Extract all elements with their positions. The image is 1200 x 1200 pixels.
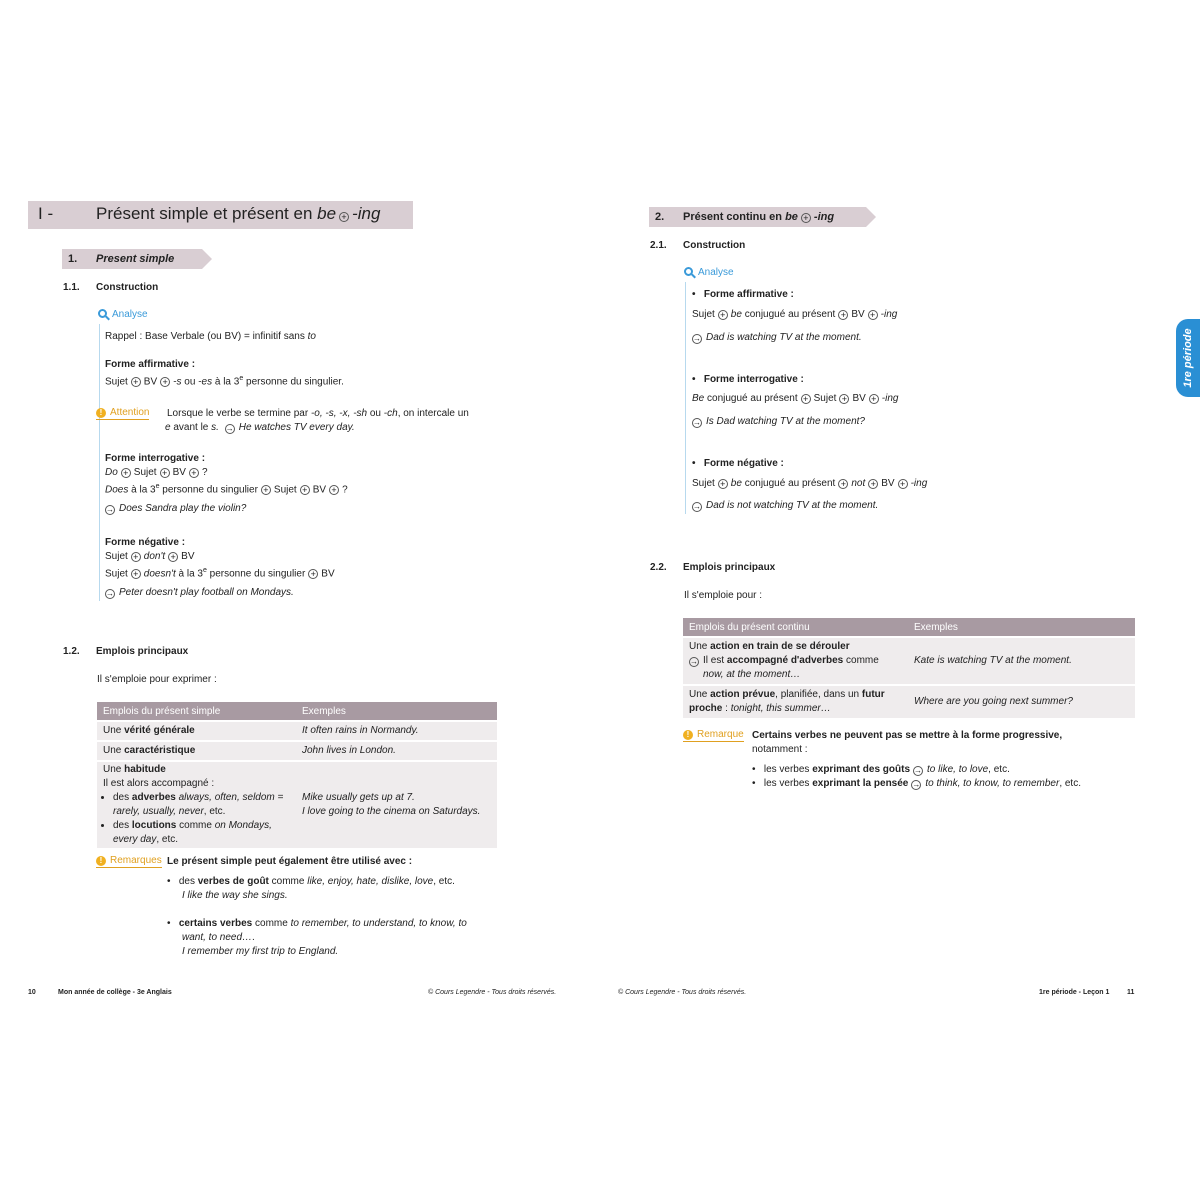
remarque-1: • les verbes exprimant des goûts → to like, to love, etc.: [752, 764, 1010, 775]
remarque-2-cont: want, to need….: [182, 932, 255, 943]
attention-text-2: e avant le s. → He watches TV every day.: [165, 422, 355, 433]
habit-list: [103, 791, 290, 847]
footer-lesson: 1re période - Leçon 1: [1039, 989, 1110, 996]
int-rule-1: Do + Sujet + BV + ?: [105, 467, 208, 478]
int-example: → Is Dad watching TV at the moment?: [693, 416, 865, 427]
heading-1-2: Emplois principaux: [96, 646, 189, 657]
arrow-icon: →: [106, 589, 114, 598]
subsection-banner-1: 1. Present simple: [62, 249, 202, 269]
table-header: Exemples: [908, 618, 1135, 636]
table-cell: Une action prévue, planifiée, dans un futur proche : tonight, this summer…: [683, 686, 908, 718]
remarque-title: Certains verbes ne peuvent pas se mettre à la forme progressive,: [752, 730, 1063, 741]
remarques-label: ! Remarques: [96, 855, 162, 868]
plus-icon: +: [868, 310, 878, 320]
remarque-label: ! Remarque: [683, 729, 744, 742]
periode-tab: 1re période: [1176, 319, 1200, 397]
emplois-intro: Il s'emploie pour exprimer :: [97, 674, 217, 685]
plus-icon: +: [160, 468, 170, 478]
plus-icon: +: [839, 394, 849, 404]
plus-icon: +: [189, 468, 199, 478]
plus-icon: +: [329, 485, 339, 495]
analyse-rule: [99, 324, 100, 601]
table-cell: Une caractéristique: [97, 742, 296, 760]
arrow-icon: →: [690, 657, 698, 666]
aff-example: → Dad is watching TV at the moment.: [693, 332, 862, 343]
plus-icon: +: [869, 394, 879, 404]
int-rule: Be conjugué au présent + Sujet + BV + -ing: [692, 393, 899, 404]
section-title: Présent simple et présent en be + -ing: [96, 204, 381, 223]
remarque-1: • des verbes de goût comme like, enjoy, hate, dislike, love, etc.: [167, 876, 455, 887]
table-cell: Kate is watching TV at the moment.: [908, 638, 1135, 684]
exclamation-icon: !: [96, 408, 106, 418]
heading-1-1: Construction: [96, 282, 159, 293]
plus-icon: +: [131, 552, 141, 562]
table-cell: Where are you going next summer?: [908, 686, 1135, 718]
plus-icon: +: [868, 479, 878, 489]
arrow-icon: →: [225, 424, 234, 433]
neg-example: → Peter doesn't play football on Mondays.: [106, 587, 294, 598]
table-header-row: [97, 702, 497, 720]
table-cell: Une habitude Il est alors accompagné : • des adverbes always, often, seldom = rarely, usually, never, etc. • des locutions comme on Mondays, every day, etc.: [97, 762, 296, 848]
footer-copyright-right: © Cours Legendre - Tous droits réservés.: [618, 989, 747, 996]
magnifier-icon: [684, 267, 693, 276]
table-row: [683, 686, 1135, 718]
analyse-label: Analyse: [98, 309, 148, 320]
table-cell: It often rains in Normandy.: [296, 722, 497, 740]
plus-icon: +: [838, 310, 848, 320]
emplois-intro: Il s'emploie pour :: [684, 590, 763, 601]
arrow-icon: →: [106, 505, 114, 514]
rappel: Rappel : Base Verbale (ou BV) = infinitif sans to: [105, 331, 316, 342]
heading-2-2: Emplois principaux: [683, 562, 776, 573]
plus-icon: +: [801, 213, 811, 223]
plus-icon: +: [718, 479, 728, 489]
neg-title: • Forme négative :: [692, 458, 784, 469]
neg-rule: Sujet + be conjugué au présent + not + BV + -ing: [692, 478, 928, 489]
plus-icon: +: [718, 310, 728, 320]
arrow-icon: →: [693, 418, 701, 427]
heading-2-2-num: 2.2.: [650, 562, 667, 573]
heading-1-2-num: 1.2.: [63, 646, 80, 657]
neg-rule-1: Sujet + don't + BV: [105, 551, 195, 562]
table-cell: John lives in London.: [296, 742, 497, 760]
aff-rule: Sujet + be conjugué au présent + BV + -ing: [692, 309, 898, 320]
attention-text-1: Lorsque le verbe se termine par -o, -s, -x, -sh ou -ch, on intercale un: [167, 408, 469, 419]
plus-icon: +: [261, 485, 271, 495]
table-row: [97, 722, 497, 740]
section-number: I -: [38, 204, 54, 223]
list-item: • des locutions comme on Mondays, every day, etc.: [113, 819, 290, 847]
aff-title: • Forme affirmative :: [692, 289, 794, 300]
remarque-2-example: I remember my first trip to England.: [182, 946, 339, 957]
plus-icon: +: [308, 569, 318, 579]
table-row: [97, 762, 497, 848]
analyse-label: Analyse: [684, 267, 734, 278]
int-title: • Forme interrogative :: [692, 374, 804, 385]
table-header-row: [683, 618, 1135, 636]
table-cell: Une action en train de se dérouler → Il est accompagné d'adverbes comme now, at the moment…: [683, 638, 908, 684]
subsection-banner-2: 2. Présent continu en be + -ing: [649, 207, 866, 227]
attention-label: ! Attention: [96, 407, 149, 420]
int-example: → Does Sandra play the violin?: [106, 503, 247, 514]
plus-icon: +: [131, 569, 141, 579]
arrow-icon: →: [693, 502, 701, 511]
plus-icon: +: [300, 485, 310, 495]
plus-icon: +: [838, 479, 848, 489]
table-row: [97, 742, 497, 760]
remarque-title-cont: notamment :: [752, 744, 808, 755]
plus-icon: +: [801, 394, 811, 404]
exclamation-icon: !: [683, 730, 693, 740]
table-cell: Mike usually gets up at 7. I love going to the cinema on Saturdays.: [296, 762, 497, 848]
int-rule-2: Does à la 3e personne du singulier + Sujet + BV + ?: [105, 483, 348, 496]
emplois-table-continu: [683, 616, 1135, 720]
table-header: Exemples: [296, 702, 497, 720]
page-number-right: 11: [1127, 989, 1135, 996]
heading-2-1: Construction: [683, 240, 746, 251]
plus-icon: +: [160, 377, 170, 387]
plus-icon: +: [168, 552, 178, 562]
remarque-2: • les verbes exprimant la pensée → to think, to know, to remember, etc.: [752, 778, 1081, 789]
plus-icon: +: [121, 468, 131, 478]
heading-1-1-num: 1.1.: [63, 282, 80, 293]
arrow-icon: →: [914, 766, 923, 775]
table-cell: Une vérité générale: [97, 722, 296, 740]
table-header: Emplois du présent simple: [97, 702, 296, 720]
exclamation-icon: !: [96, 856, 106, 866]
table-header: Emplois du présent continu: [683, 618, 908, 636]
plus-icon: +: [339, 212, 349, 222]
footer-copyright-left: © Cours Legendre - Tous droits réservés.: [428, 989, 557, 996]
remarques-title: Le présent simple peut également être utilisé avec :: [167, 856, 413, 867]
analyse-rule: [685, 282, 686, 514]
remarque-1-example: I like the way she sings.: [182, 890, 288, 901]
plus-icon: +: [898, 479, 908, 489]
table-row: [683, 638, 1135, 684]
aff-title: Forme affirmative :: [105, 359, 196, 370]
arrow-icon: →: [693, 334, 701, 343]
aff-rule: Sujet + BV + -s ou -es à la 3e personne du singulier.: [105, 375, 344, 388]
neg-example: → Dad is not watching TV at the moment.: [693, 500, 879, 511]
remarque-2: • certains verbes comme to remember, to understand, to know, to: [167, 918, 467, 929]
heading-2-1-num: 2.1.: [650, 240, 667, 251]
plus-icon: +: [131, 377, 141, 387]
section-title-banner: [28, 201, 413, 229]
int-title: Forme interrogative :: [105, 453, 206, 464]
list-item: • des adverbes always, often, seldom = rarely, usually, never, etc.: [113, 791, 290, 819]
neg-title: Forme négative :: [105, 537, 186, 548]
neg-rule-2: Sujet + doesn't à la 3e personne du singulier + BV: [105, 567, 335, 580]
arrow-icon: →: [912, 780, 921, 789]
page-number-left: 10: [28, 989, 36, 996]
magnifier-icon: [98, 309, 107, 318]
footer-book-title: Mon année de collège - 3e Anglais: [58, 989, 172, 996]
emplois-table-simple: [97, 700, 497, 850]
